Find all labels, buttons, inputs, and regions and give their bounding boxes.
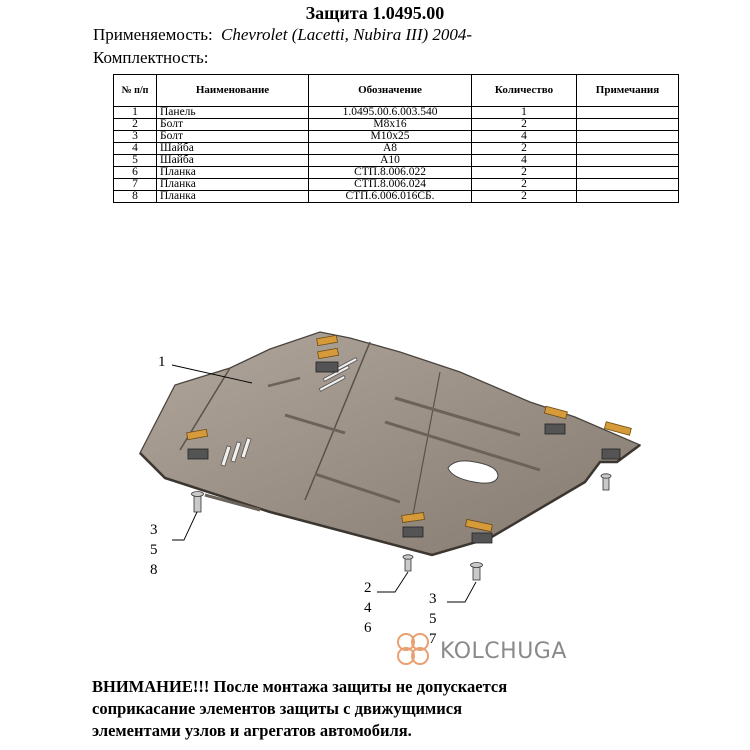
cell-name: Планка bbox=[157, 179, 309, 191]
callout-left-2: 5 bbox=[150, 542, 158, 558]
cell-qty: 4 bbox=[472, 155, 577, 167]
warning-line-1: ВНИМАНИЕ!!! После монтажа защиты не допускается bbox=[92, 677, 508, 696]
warning-block bbox=[92, 676, 652, 742]
protection-panel bbox=[140, 332, 640, 555]
kolchuga-logo-icon bbox=[390, 630, 440, 670]
cell-qty: 1 bbox=[472, 107, 577, 119]
cell-code: СТП.8.006.022 bbox=[309, 167, 472, 179]
cell-name: Болт bbox=[157, 119, 309, 131]
cell-code: М8х16 bbox=[309, 119, 472, 131]
cell-num: 3 bbox=[114, 131, 157, 143]
cell-num: 7 bbox=[114, 179, 157, 191]
applicability-value: Chevrolet (Lacetti, Nubira III) 2004- bbox=[221, 25, 473, 44]
col-header-code: Обозначение bbox=[309, 75, 472, 107]
callout-right-2: 5 bbox=[429, 611, 437, 627]
cell-code: СТП.6.006.016СБ. bbox=[309, 191, 472, 203]
callout-right-3: 7 bbox=[429, 631, 437, 647]
cell-qty: 2 bbox=[472, 179, 577, 191]
document-title: Защита 1.0495.00 bbox=[305, 3, 445, 23]
callout-mid-1: 2 bbox=[364, 580, 372, 596]
logo-text: KOLCHUGA bbox=[440, 639, 567, 664]
applicability-label: Применяемость: bbox=[93, 25, 213, 44]
cell-name: Шайба bbox=[157, 143, 309, 155]
cell-code: М10х25 bbox=[309, 131, 472, 143]
cell-qty: 2 bbox=[472, 167, 577, 179]
warning-line-2: соприкасание элементов защиты с движущимися bbox=[92, 699, 463, 718]
callout-panel: 1 bbox=[158, 354, 166, 370]
col-header-qty: Количество bbox=[472, 75, 577, 107]
callout-left-3: 8 bbox=[150, 562, 158, 578]
cell-qty: 2 bbox=[472, 191, 577, 203]
callout-mid-2: 4 bbox=[364, 600, 372, 616]
col-header-name: Наименование bbox=[157, 75, 309, 107]
cell-qty: 4 bbox=[472, 131, 577, 143]
cell-num: 1 bbox=[114, 107, 157, 119]
callout-left-1: 3 bbox=[150, 522, 158, 538]
cell-name: Болт bbox=[157, 131, 309, 143]
cell-name: Планка bbox=[157, 167, 309, 179]
cell-num: 8 bbox=[114, 191, 157, 203]
cell-qty: 2 bbox=[472, 119, 577, 131]
cell-code: СТП.8.006.024 bbox=[309, 179, 472, 191]
cell-name: Панель bbox=[157, 107, 309, 119]
cell-num: 4 bbox=[114, 143, 157, 155]
warning-line-3: элементами узлов и агрегатов автомобиля. bbox=[92, 721, 412, 740]
kit-label: Комплектность: bbox=[93, 48, 209, 67]
cell-code: А10 bbox=[309, 155, 472, 167]
cell-qty: 2 bbox=[472, 143, 577, 155]
cell-name: Шайба bbox=[157, 155, 309, 167]
cell-code: А8 bbox=[309, 143, 472, 155]
callout-mid-3: 6 bbox=[364, 620, 372, 636]
cell-num: 2 bbox=[114, 119, 157, 131]
col-header-num: № п/п bbox=[114, 75, 157, 107]
col-header-note: Примечания bbox=[577, 75, 679, 107]
cell-num: 6 bbox=[114, 167, 157, 179]
cell-code: 1.0495.00.6.003.540 bbox=[309, 107, 472, 119]
cell-num: 5 bbox=[114, 155, 157, 167]
cell-name: Планка bbox=[157, 191, 309, 203]
callout-right-1: 3 bbox=[429, 591, 437, 607]
